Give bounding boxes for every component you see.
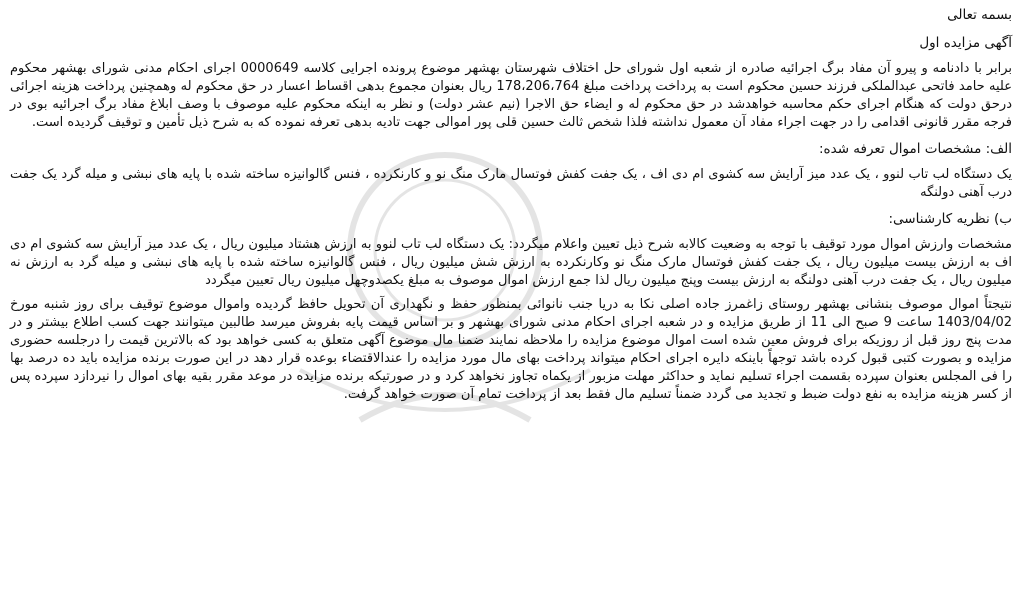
conclusion-paragraph: نتیجتاً اموال موصوف بنشانی بهشهر روستای زاغمرز جاده اصلی نکا به دریا جنب نانوائی بمنظور حفظ و نگهداری آن تحویل حافظ گردیده واموال موضوع توقیف برای روز شنبه مورخ 1403/04/02 ساعت 9 صبح الی 11 از طریق مزایده و در شعبه اجرای احکام مدنی شورای بهشهر و بر اساس قیمت پایه بفروش میرسد طالبین میتوانند جهت کسب اطلاع بیشتر و در مدت پنج روز قبل از روزیکه برای فروش معین شده است اموال موضوع مزایده را ملاحظه نمایند ضمنا مال موضوع آگهی متعلق به کسی خواهد بود که بالاترین قیمت را درجلسه حضوری مزایده و بصورت کتبی قبول کرده باشد توجهاً باینکه دایره اجرای احکام میتواند پرداخت بهای مال مورد مزایده را عندالاقتضاء بوعده قرار دهد در این صورت برنده مزایده باید ده درصد بها را فی المجلس بعنوان سپرده بقسمت اجراء تسلیم نماید و حداکثر مهلت مزبور از یکماه تجاوز نخواهد کرد و در صورتیکه برنده مزایده در موعد مقرر بقیه بهای اموال را نیردازد سپرده پس از کسر هزینه مزایده به نفع دولت ضبط و تجدید می گردد ضمناً تسلیم مال فقط بعد از پرداخت تمام آن صورت خواهد گرفت. xyxy=(10,297,1012,402)
bismillah-heading: بسمه تعالی xyxy=(947,7,1012,23)
section-a-body: یک دستگاه لب تاب لنوو ، یک عدد میز آرایش سه کشوی ام دی اف ، یک جفت کفش فوتسال مارک منگ نو و کارنکرده ، فنس گالوانیزه ساخته شده با پایه های نبشی و میله گرد یک جفت درب آهنی دولنگه xyxy=(10,167,1012,200)
section-b-body: مشخصات وارزش اموال مورد توقیف با توجه به وضعیت کالابه شرح ذیل تعیین واعلام میگردد: یک دستگاه لب تاب لنوو به ارزش هشتاد میلیون ریال ، یک عدد میز آرایش سه کشوی ام دی اف به ارزش بیست میلیون ریال ، یک جفت کفش فوتسال مارک منگ نو وکارنکرده به ارزش شش میلیون ریال ، فنس گالوانیزه ساخته شده با پایه های نبشی و میله گرد به ارزش نه میلیون ریال ، یک جفت درب آهنی دولنگه به ارزش بیست وپنج میلیون ریال لذا جمع ارزش اموال موصوف به مبلغ یکصدوچهل میلیون ریال تعیین میگردد xyxy=(10,237,1012,288)
section-a-title: الف: مشخصات اموال تعرفه شده: xyxy=(818,141,1012,157)
section-b-title: ب) نظریه کارشناسی: xyxy=(888,211,1012,227)
intro-paragraph: برابر با دادنامه و پیرو آن مفاد برگ اجرائیه صادره از شعبه اول شورای حل اختلاف شهرستان بهشهر موضوع پرونده اجرایی کلاسه 0000649 اجرای احکام مدنی شورای بهشهر محکوم علیه حامد فاتحی عبدالملکی فرزند حسین محکوم است به پرداخت پرداخت مبلغ 178،206،764 ریال بعنوان مجموع بدهی اقساط اعسار در حق محکوم له وهمچنین پرداخت هزینه اجرائی درحق دولت که هنگام اجرای حکم محاسبه خواهدشد در حق محکوم له و ایضاء حق الاجرا (نیم عشر دولت) و نظر به اینکه محکوم علیه موصوف با وصف ابلاغ مفاد برگ اجرائیه بوی در فرجه مقرر قانونی اقدامی را در جهت اجراء مفاد آن معمول نداشته فلذا شخص ثالث حسین قلی پور اموالی جهت تادیه بدهی تعرفه نموده که به شرح ذیل تأمین و توقیف گردیده است. xyxy=(10,61,1012,130)
notice-title: آگهی مزایده اول xyxy=(919,35,1012,51)
